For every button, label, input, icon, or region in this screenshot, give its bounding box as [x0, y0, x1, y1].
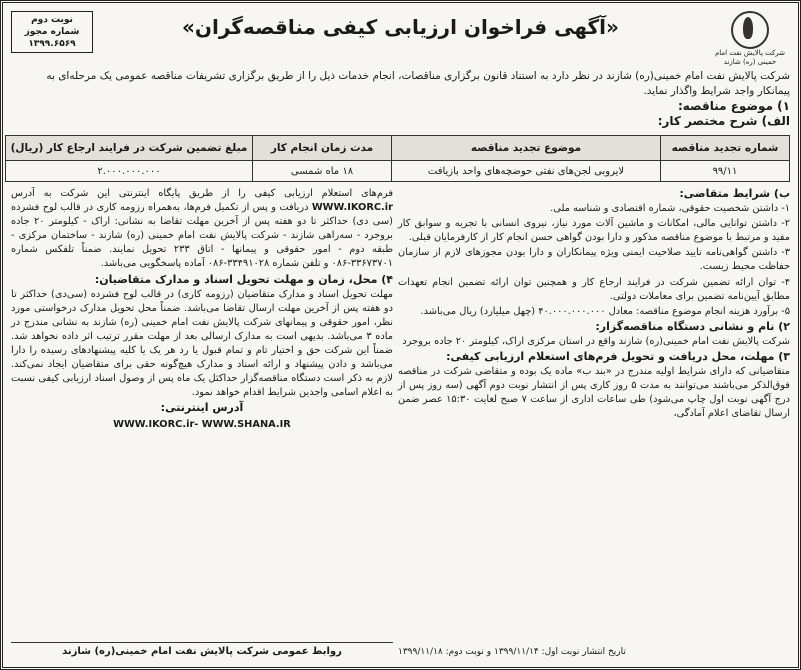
section-4-title: ۴) محل، زمان و مهلت تحویل اسناد و مدارک متقاضیان:	[94, 272, 393, 286]
table-header: مدت زمان انجام کار	[253, 136, 392, 161]
section-3-title: ۳) مهلت، محل دریافت و تحویل فرم‌های استعلام ارزیابی کیفی:	[446, 350, 790, 364]
forms-text-part1: فرم‌های استعلام ارزیابی کیفی را از طریق پایگاه اینترنتی این شرکت به آدرس	[11, 188, 393, 199]
address-label: آدرس اینترنتی:	[160, 401, 244, 415]
table-cell: ۲.۰۰۰.۰۰۰.۰۰۰	[6, 161, 253, 182]
website-links[interactable]: WWW.IKORC.ir- WWW.SHANA.IR	[113, 418, 291, 430]
company-logo	[710, 11, 790, 67]
table-header-row	[6, 136, 790, 161]
table-header: مبلغ تضمین شرکت در فرایند ارجاع کار (ریال)	[6, 136, 253, 161]
subsection-a-title: الف) شرح مختصر کار:	[657, 114, 790, 128]
section-3-text: متقاضیانی که دارای شرایط اولیه مندرج در «بند ب» ماده یک بوده و متقاضی شرکت در مناقصه فوق‌الذکر می‌باشند می‌توانند به مدت ۵ روز کاری پس از انتشار نوبت دوم آگهی (سه روز پس از درج آگهی نوبت اول چاپ می‌شود) طی ساعات اداری از ساعت ۷ صبح لغایت ۱۵:۳۰ عصر ضمن ارسال تقاضای اعلام آمادگی،	[398, 366, 791, 420]
table-header: شماره تجدید مناقصه	[661, 136, 790, 161]
intro-block	[11, 69, 790, 129]
condition-3: ۳- داشتن گواهی‌نامه تایید صلاحیت ایمنی ویژه پیمانکاران و دارا بودن مجوزهای لازم از سازمان حفاظت محیط زیست.	[398, 247, 790, 273]
table-row	[6, 161, 790, 182]
right-column	[398, 187, 790, 659]
section-b-title: ب) شرایط متقاضی:	[679, 187, 790, 200]
condition-4: ۴- توان ارائه تضمین شرکت در فرایند ارجاع کار و همچنین توان ارائه تضمین انجام تعهدات مطابق آیین‌نامه تضمین برای معاملات دولتی.	[398, 276, 790, 302]
left-column	[11, 187, 393, 659]
condition-2: ۲- داشتن توانایی مالی، امکانات و ماشین آلات مورد نیاز، نیروی انسانی با تجربه و سوابق کار مفید و مرتبط با موضوع مناقصه مذکور و دارا بودن گواهی حسن انجام کار از کارفرمایان قبلی.	[398, 218, 790, 244]
website-link[interactable]: WWW.IKORC.ir	[311, 202, 393, 214]
forms-text-part2: دریافت و پس از تکمیل فرم‌ها، به‌همراه رزومه کاری در قالب لوح فشرده (سی دی) حداکثر تا دو هفته پس از آخرین مهلت تقاضا به نشانی: اراک - کیلومتر ۲۰ جاده بروجرد - سه‌راهی شازند - شرکت پالایش نفت امام خمینی (ره) شازند - ساختمان مرکزی - طبقه دوم - امور حقوقی و پیمانها - اتاق ۲۳۳ تحویل نمایند. ضمناً تلفکس شماره ۳۳۶۷۳۷۰۱-۰۸۶ و تلفن شماره ۳۳۴۹۱۰۲۸-۰۸۶ آماده پاسخگویی می‌باشد.	[11, 202, 393, 270]
tender-table	[5, 135, 790, 182]
section-2-title: ۲) نام و نشانی دستگاه مناقصه‌گزار:	[595, 319, 790, 333]
section-1-title: ۱) موضوع مناقصه:	[677, 99, 790, 113]
refinery-logo-icon	[731, 11, 769, 49]
page-title: «آگهی فراخوان ارزیابی کیفی مناقصه‌گران»	[182, 15, 619, 39]
forms-text	[11, 187, 393, 272]
logo-company-name: شرکت پالایش نفت امام خمینی (ره) شازند	[714, 49, 786, 66]
section-2-text: شرکت پالایش نفت امام خمینی(ره) شازند واقع در استان مرکزی اراک، کیلومتر ۲۰ جاده بروجرد	[402, 335, 790, 347]
publish-date: تاریخ انتشار نوبت اول: ۱۳۹۹/۱۱/۱۴ و نوبت دوم: ۱۳۹۹/۱۱/۱۸	[398, 646, 626, 657]
notice-number: ۱۳۹۹.۶۵۶۹	[28, 39, 76, 49]
table-header: موضوع تجدید مناقصه	[392, 136, 661, 161]
sites-line	[11, 418, 393, 432]
condition-5: ۵- برآورد هزینه انجام موضوع مناقصه: معادل ۴۰.۰۰۰.۰۰۰.۰۰۰ (چهل میلیارد) ریال می‌باشد.	[420, 305, 790, 317]
table-cell: ۹۹/۱۱	[661, 161, 790, 182]
notice-label: نوبت دوم	[31, 15, 73, 25]
section-4-text: مهلت تحویل اسناد و مدارک متقاضیان (رزومه کاری) در قالب لوح فشرده (سی‌دی) حداکثر تا دو هفته پس از آخرین مهلت ارسال تقاضا می‌باشد. ضمناً محل تحویل مدارک درخواستی مورد نظر، امور حقوقی و پیمانهای شرکت پالایش نفت امام خمینی (ره) شازند به نشانی مندرج در ماده ۳ می‌باشد. بدیهی است به مدارک ارسالی بعد از مهلت مقرر ترتیب اثر داده نخواهد شد. ضمناً این شرکت حق و اختیار تام و تمام قبول یا رد هر یک یا کلیه پیشنهادهای رسیده را دارا می‌باشد و دادن پیشنهاد و ارائه اسناد و مدارک هیچ‌گونه حقی برای متقاضیان ایجاد نمی‌کند. لازم به ذکر است دستگاه مناقصه‌گزار حداکثل یک ماه پس از وصول اسناد ارزیابی کیفی نسبت به اعلام اسامی واجدین شرایط اقدام خواهد نمود.	[11, 288, 394, 399]
footer-signature: روابط عمومی شرکت پالایش نفت امام خمینی(ره) شازند	[11, 642, 393, 659]
intro-text: شرکت پالایش نفت امام خمینی(ره) شازند در نظر دارد به استناد قانون برگزاری مناقصات، انجام خدمات ذیل را از طریق برگزاری تشریفات مناقصه عمومی یک مرحله‌ای به پیمانکار واجد شرایط واگذار نماید.	[46, 70, 790, 97]
notice-info-box	[11, 11, 93, 53]
table-cell: ۱۸ ماه شمسی	[253, 161, 392, 182]
address-block	[11, 401, 393, 416]
table-cell: لایروبی لجن‌های نفتی حوضچه‌های واحد بازیافت	[392, 161, 661, 182]
notice-number-label: شماره مجوز	[24, 27, 80, 37]
condition-1: ۱- داشتن شخصیت حقوقی، شماره اقتصادی و شناسه ملی.	[550, 203, 790, 215]
